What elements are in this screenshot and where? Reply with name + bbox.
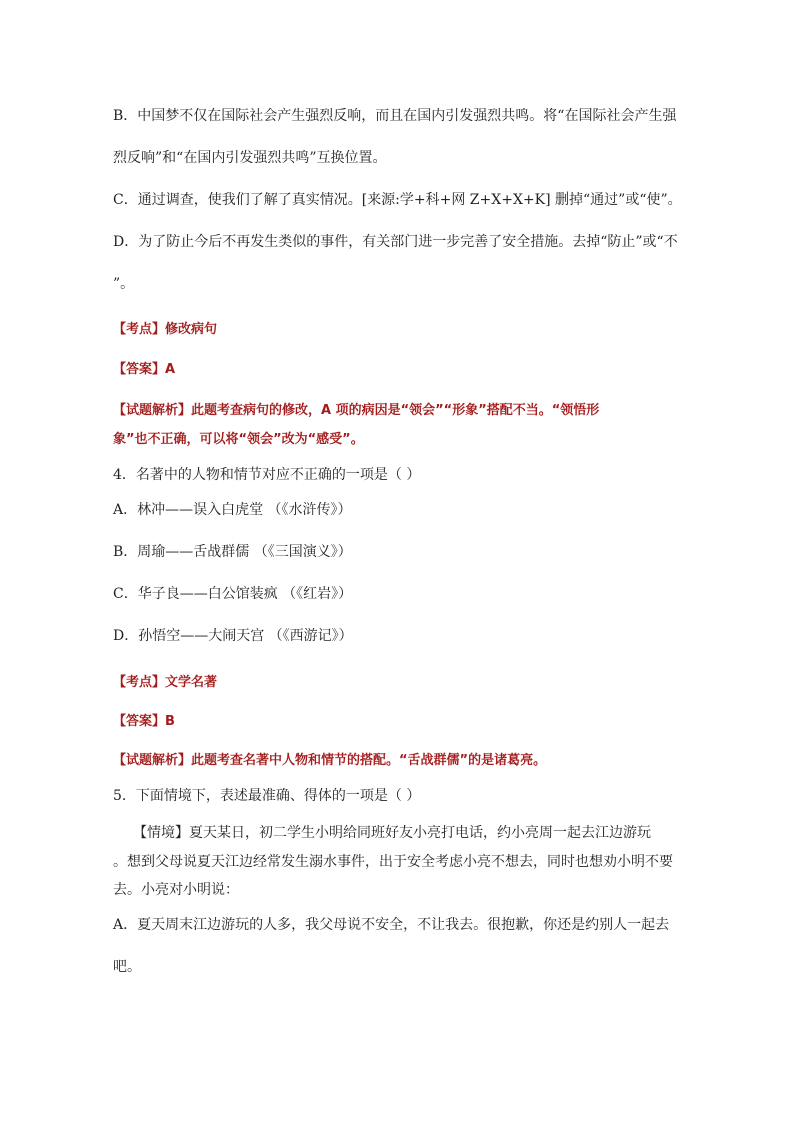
kaodian-label-4: 【考点】文学名著	[113, 675, 218, 690]
option-c-line: C．通过调查，使我们了解了真实情况。[来源:学+科+网 Z+X+X+K] 删掉“通过”或“使”。	[113, 192, 682, 208]
q4-option-a: A．林冲——误入白虎堂 （《水浒传》）	[113, 502, 352, 518]
kaodian-label-3: 【考点】修改病句	[113, 322, 218, 337]
scenario-line-2: 。想到父母说夏天江边经常发生溺水事件，出于安全考虑小亮不想去，同时也想劝小明不要	[113, 854, 673, 870]
q5-option-a-line-2: 吧。	[113, 959, 141, 975]
analysis-line-1: 【试题解析】此题考查病句的修改，A 项的病因是“领会”“形象”搭配不当。“领悟形	[113, 403, 600, 418]
q4-option-d: D．孙悟空——大闹天宫 （《西游记》）	[113, 628, 353, 644]
q4-option-c: C．华子良——白公馆装疯 （《红岩》）	[113, 586, 353, 602]
option-b-line-2: 烈反响”和“在国内引发强烈共鸣”互换位置。	[113, 150, 387, 166]
scenario-line-3: 去。小亮对小明说：	[113, 882, 239, 898]
answer-label-3: 【答案】A	[113, 362, 176, 377]
q4-option-b: B．周瑜——舌战群儒 （《三国演义》）	[113, 544, 352, 560]
question-4: 4．名著中的人物和情节对应不正确的一项是（ ）	[113, 467, 421, 483]
option-d-line-2: ”。	[113, 276, 135, 292]
analysis-line-q4: 【试题解析】此题考查名著中人物和情节的搭配。“舌战群儒”的是诸葛亮。	[113, 753, 547, 768]
q5-option-a-line-1: A．夏天周末江边游玩的人多，我父母说不安全，不让我去。很抱歉，你还是约别人一起去	[113, 917, 670, 933]
option-b-line-1: B．中国梦不仅在国际社会产生强烈反响，而且在国内引发强烈共鸣。将“在国际社会产生强	[113, 108, 677, 124]
question-5: 5．下面情境下，表述最准确、得体的一项是（ ）	[113, 788, 421, 804]
option-d-line-1: D．为了防止今后不再发生类似的事件，有关部门进一步完善了安全措施。去掉“防止”或“不	[113, 234, 678, 250]
scenario-line-1: 【情境】夏天某日，初二学生小明给同班好友小亮打电话，约小亮周一起去江边游玩	[133, 825, 651, 841]
analysis-line-2: 象”也不正确，可以将“领会”改为“感受”。	[113, 432, 364, 447]
answer-label-4: 【答案】B	[113, 714, 175, 729]
